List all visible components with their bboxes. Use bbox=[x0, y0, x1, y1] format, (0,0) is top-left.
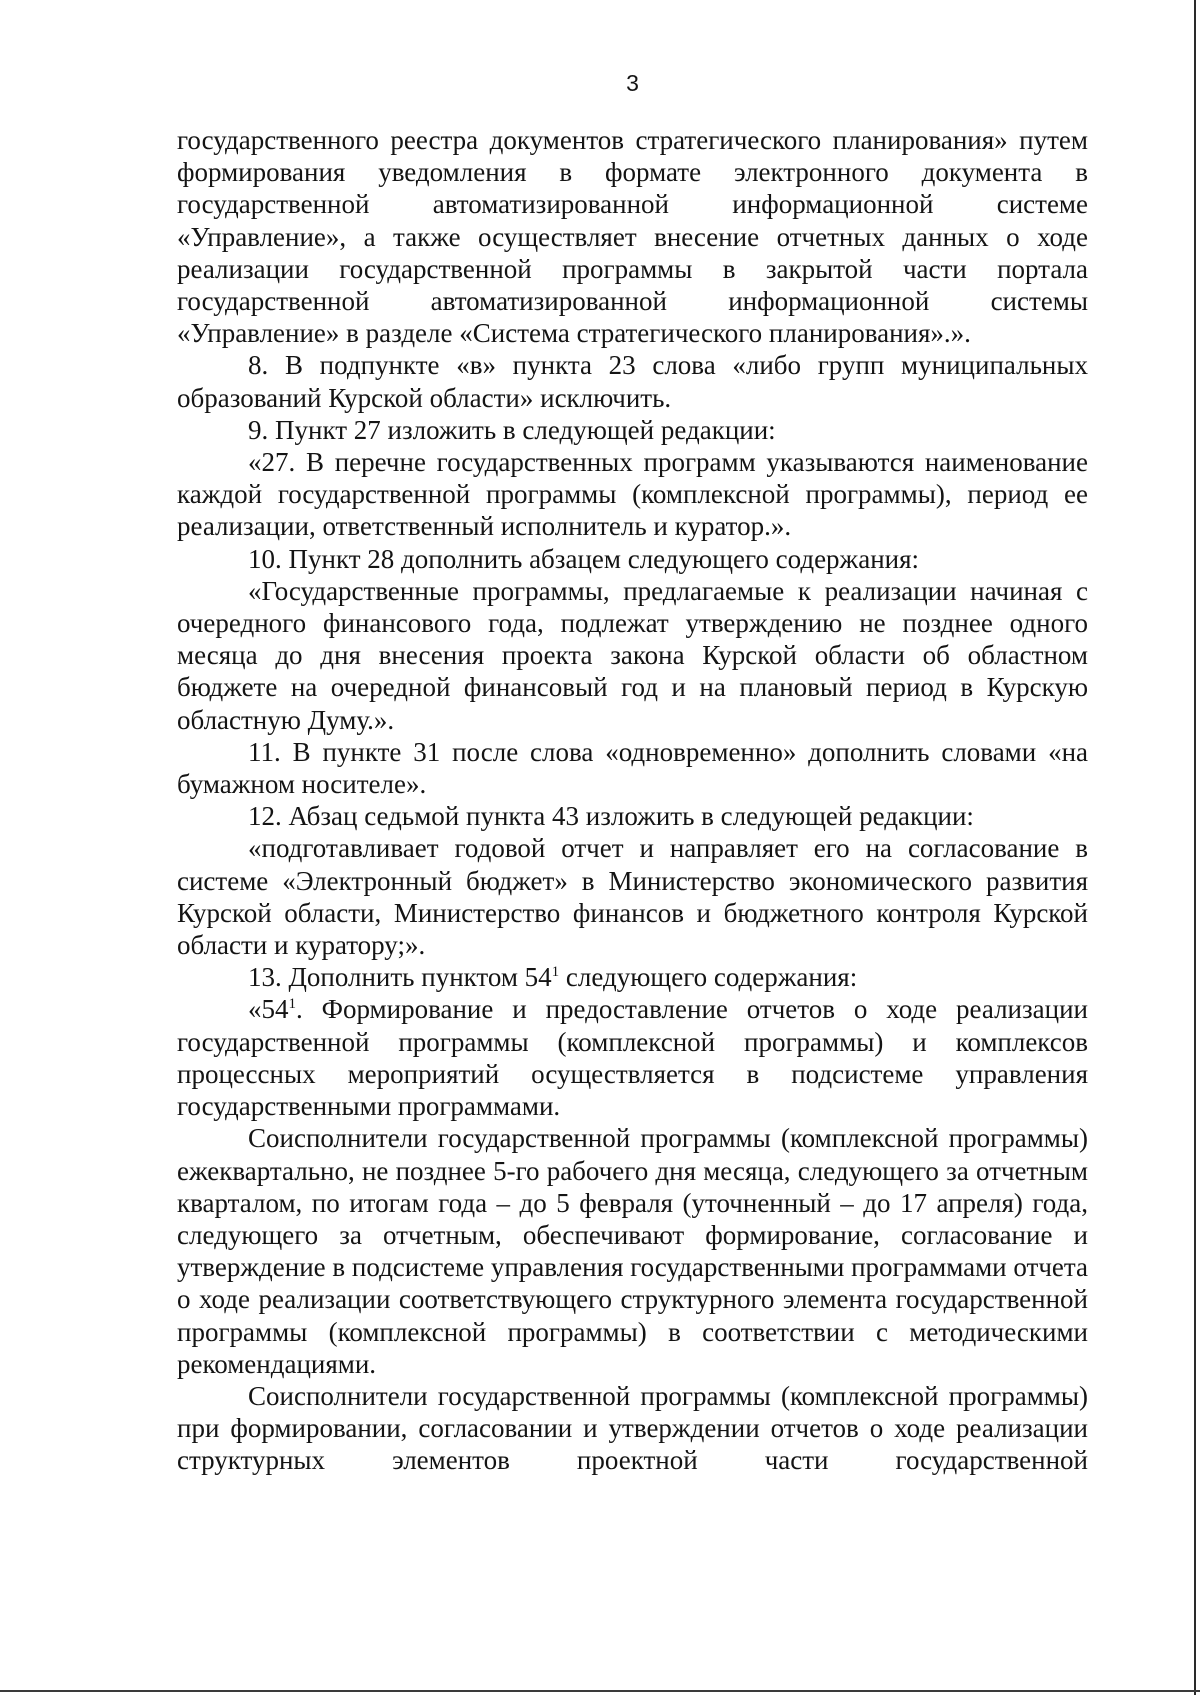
paragraph-item-27-text: «27. В перечне государственных программ указываются наименование каждой государственной программы (комплексной программы), период ее реализации, ответственный исполнитель и куратор.». bbox=[177, 447, 1088, 542]
paragraph-item-9: 9. Пункт 27 изложить в следующей редакции: bbox=[248, 414, 776, 445]
scan-edge-bottom bbox=[0, 1690, 1200, 1692]
item-54-text-before: «54 bbox=[248, 994, 289, 1025]
paragraph-item-12: 12. Абзац седьмой пункта 43 изложить в следующей редакции: bbox=[248, 801, 974, 832]
paragraph-item-28-text: «Государственные программы, предлагаемые к реализации начиная с очередного финансового года, подлежат утверждению не позднее одного месяца до дня внесения проекта закона Курской области об областном бюджете на очередной финансовый год и на плановый период в Курскую областную Думу.». bbox=[177, 575, 1088, 735]
paragraph-coexecutors-project-part: Соисполнители государственной программы (комплексной программы) при формировании, согласовании и утверждении отчетов о ходе реализации структурных элементов проектной части государственной bbox=[177, 1380, 1088, 1476]
item-54-superscript: 1 bbox=[288, 996, 296, 1013]
paragraph-registry-continuation: государственного реестра документов стратегического планирования» путем формирования уведомления в формате электронного документа в государственной автоматизированной информационной системе «Управление», а также осуществляет внесение отчетных данных о ходе реализации государственной программы в закрытой части портала государственной автоматизированной информационной системы «Управление» в разделе «Система стратегического планирования».». bbox=[177, 125, 1088, 349]
paragraph-item-13 bbox=[177, 961, 1088, 993]
document-body bbox=[177, 124, 1088, 1477]
paragraph-coexecutors-quarterly: Соисполнители государственной программы (комплексной программы) ежеквартально, не позднее 5-го рабочего дня месяца, следующего за отчетным кварталом, по итогам года – до 5 февраля (уточненный – до 17 апреля) года, следующего за отчетным, обеспечивают формирование, согласование и утверждение в подсистеме управления государственными программами отчета о ходе реализации соответствующего структурного элемента государственной программы (комплексной программы) в соответствии с методическими рекомендациями. bbox=[177, 1123, 1088, 1379]
scan-edge-right bbox=[1194, 0, 1196, 1695]
paragraph-item-8: 8. В подпункте «в» пункта 23 слова «либо групп муниципальных образований Курской области» исключить. bbox=[177, 350, 1088, 413]
page-number: 3 bbox=[626, 70, 639, 96]
item-13-text-after: следующего содержания: bbox=[559, 962, 858, 993]
paragraph-item-54-1-text bbox=[177, 993, 1088, 1122]
item-13-superscript: 1 bbox=[551, 964, 560, 981]
item-13-text-before: 13. Дополнить пунктом 54 bbox=[248, 962, 552, 993]
paragraph-item-11: 11. В пункте 31 после слова «одновременно» дополнить словами «на бумажном носителе». bbox=[177, 736, 1088, 800]
paragraph-item-10: 10. Пункт 28 дополнить абзацем следующего содержания: bbox=[248, 543, 920, 574]
item-54-text-after: . Формирование и предоставление отчетов о ходе реализации государственной программы (комплексной программы) и комплексов процессных мероприятий осуществляется в подсистеме управления государственными программами. bbox=[177, 994, 1088, 1122]
paragraph-item-43-text: «подготавливает годовой отчет и направляет его на согласование в системе «Электронный бюджет» в Министерство экономического развития Курской области, Министерство финансов и бюджетного контроля Курской области и куратору;». bbox=[177, 833, 1088, 961]
